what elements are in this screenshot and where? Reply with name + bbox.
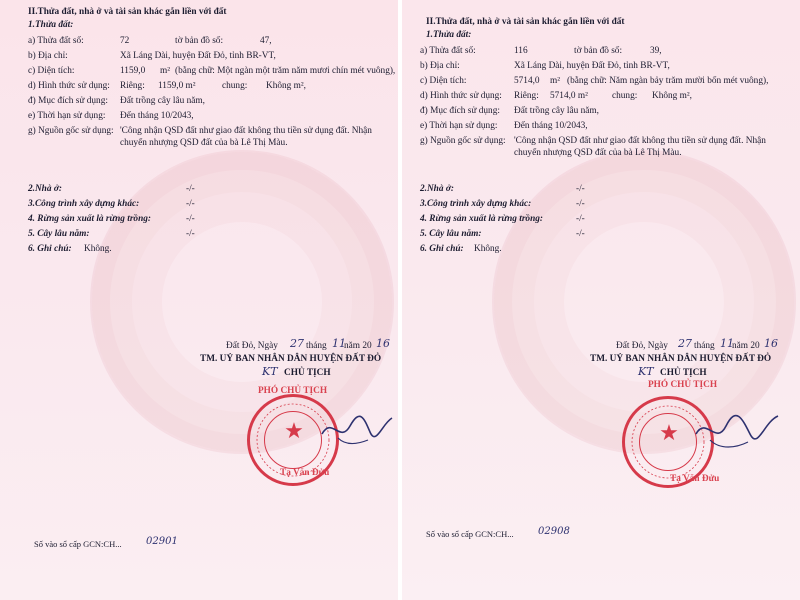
issuing-authority: TM. UỶ BAN NHÂN DÂN HUYỆN ĐẤT ĐỎ (200, 354, 382, 364)
red-round-seal-icon: ★ (622, 396, 714, 488)
notes-value: Không. (84, 244, 112, 254)
vice-chairman-stamp: PHÓ CHỦ TỊCH (648, 380, 718, 390)
usage-purpose-value: Đất trồng cây lâu năm, (514, 106, 599, 116)
usage-purpose-value: Đất trồng cây lâu năm, (120, 96, 205, 106)
kt-mark: KT (638, 365, 654, 378)
issue-date-month: 11 (332, 337, 346, 350)
forest-heading: 4. Rừng sản xuất là rừng trồng: (28, 214, 151, 224)
land-heading: 1.Thửa đất: (28, 20, 74, 30)
perennial-value: -/- (576, 229, 585, 239)
certificate-page-left (0, 0, 398, 600)
house-heading: 2.Nhà ở: (420, 184, 454, 194)
parcel-number-value: 116 (514, 46, 528, 56)
usage-private-value: 5714,0 m² (550, 91, 588, 101)
usage-origin-label: g) Nguồn gốc sử dụng: (28, 126, 114, 136)
usage-origin-label: g) Nguồn gốc sử dụng: (420, 136, 506, 146)
perennial-heading: 5. Cây lâu năm: (28, 229, 90, 239)
usage-private-label: Riêng: (120, 81, 145, 91)
vice-chairman-stamp: PHÓ CHỦ TỊCH (258, 386, 328, 396)
parcel-number-value: 72 (120, 36, 130, 46)
other-construction-heading: 3.Công trình xây dựng khác: (420, 199, 532, 209)
house-value: -/- (576, 184, 585, 194)
usage-term-label: e) Thời hạn sử dụng: (420, 121, 498, 131)
section-title: II.Thửa đất, nhà ở và tài sản khác gắn liền với đất (28, 7, 227, 17)
address-label: b) Địa chỉ: (420, 61, 460, 71)
perennial-value: -/- (186, 229, 195, 239)
house-value: -/- (186, 184, 195, 194)
usage-purpose-label: đ) Mục đích sử dụng: (28, 96, 108, 106)
map-sheet-value: 39, (650, 46, 662, 56)
issue-date-month-label: tháng (694, 341, 715, 351)
usage-term-label: e) Thời hạn sử dụng: (28, 111, 106, 121)
address-value: Xã Láng Dài, huyện Đất Đỏ, tỉnh BR-VT, (120, 51, 276, 61)
house-heading: 2.Nhà ở: (28, 184, 62, 194)
area-label: c) Diện tích: (420, 76, 467, 86)
chairman-title: CHỦ TỊCH (660, 368, 707, 378)
area-in-words: (bằng chữ: Một ngàn một trăm năm mươi chín mét vuông), (175, 66, 396, 76)
map-sheet-value: 47, (260, 36, 272, 46)
area-in-words: (bằng chữ: Năm ngàn bảy trăm mười bốn mét vuông), (567, 76, 769, 86)
usage-origin-value: 'Công nhận QSD đất như giao đất không thu tiền sử dụng đất. Nhận chuyển nhượng QSD đất của bà Lê Thị Màu. (514, 136, 766, 158)
issue-date-year: 16 (376, 337, 390, 350)
register-label: Số vào sổ cấp GCN:CH... (34, 539, 122, 549)
usage-common-value: Không m², (652, 91, 692, 101)
register-label: Số vào sổ cấp GCN:CH... (426, 529, 514, 539)
notes-value: Không. (474, 244, 502, 254)
kt-mark: KT (262, 365, 278, 378)
address-value: Xã Láng Dài, huyện Đất Đỏ, tỉnh BR-VT, (514, 61, 670, 71)
usage-private-label: Riêng: (514, 91, 539, 101)
parcel-number-label: a) Thửa đất số: (420, 46, 476, 56)
area-unit: m² (160, 66, 171, 76)
issue-date-year-label: năm 20 (344, 341, 372, 351)
issue-date-year-label: năm 20 (732, 341, 760, 351)
land-heading: 1.Thửa đất: (426, 30, 472, 40)
register-number: 02908 (538, 526, 570, 537)
usage-origin-value: 'Công nhận QSD đất như giao đất không thu tiền sử dụng đất. Nhận chuyển nhượng QSD đất của bà Lê Thị Màu. (120, 126, 372, 148)
handwritten-signature-icon (692, 404, 782, 458)
issue-date-year: 16 (764, 337, 778, 350)
area-value: 1159,0 (120, 66, 146, 76)
issue-date-prefix: Đất Đỏ, Ngày (226, 341, 278, 351)
chairman-title: CHỦ TỊCH (284, 368, 331, 378)
usage-common-value: Không m², (266, 81, 306, 91)
issue-date-prefix: Đất Đỏ, Ngày (616, 341, 668, 351)
issue-date-day: 27 (290, 337, 304, 350)
section-title: II.Thửa đất, nhà ở và tài sản khác gắn liền với đất (426, 17, 625, 27)
forest-value: -/- (186, 214, 195, 224)
red-round-seal-icon: ★ (247, 394, 339, 486)
usage-private-value: 1159,0 m² (158, 81, 196, 91)
forest-value: -/- (576, 214, 585, 224)
issue-date-day: 27 (678, 337, 692, 350)
certificate-page-right (402, 0, 800, 600)
area-label: c) Diện tích: (28, 66, 75, 76)
map-sheet-label: tờ bản đồ số: (574, 46, 623, 56)
usage-form-label: d) Hình thức sử dụng: (28, 81, 110, 91)
register-number: 02901 (146, 536, 178, 547)
issue-date-month: 11 (720, 337, 734, 350)
usage-common-label: chung: (612, 91, 638, 101)
issuing-authority: TM. UỶ BAN NHÂN DÂN HUYỆN ĐẤT ĐỎ (590, 354, 772, 364)
notes-heading: 6. Ghi chú: (28, 244, 72, 254)
other-construction-value: -/- (186, 199, 195, 209)
address-label: b) Địa chỉ: (28, 51, 68, 61)
usage-term-value: Đến tháng 10/2043, (514, 121, 588, 131)
map-sheet-label: tờ bản đồ số: (175, 36, 224, 46)
usage-form-label: d) Hình thức sử dụng: (420, 91, 502, 101)
parcel-number-label: a) Thửa đất số: (28, 36, 84, 46)
notes-heading: 6. Ghi chú: (420, 244, 464, 254)
other-construction-value: -/- (576, 199, 585, 209)
forest-heading: 4. Rừng sản xuất là rừng trồng: (420, 214, 543, 224)
usage-term-value: Đến tháng 10/2043, (120, 111, 194, 121)
area-value: 5714,0 (514, 76, 540, 86)
handwritten-signature-icon (318, 404, 396, 454)
issue-date-month-label: tháng (306, 341, 327, 351)
usage-purpose-label: đ) Mục đích sử dụng: (420, 106, 500, 116)
area-unit: m² (550, 76, 561, 86)
other-construction-heading: 3.Công trình xây dựng khác: (28, 199, 140, 209)
perennial-heading: 5. Cây lâu năm: (420, 229, 482, 239)
signer-name: Tạ Văn Đửu (670, 474, 720, 484)
usage-common-label: chung: (222, 81, 248, 91)
signer-name: Tạ Văn Đửu (280, 468, 330, 478)
